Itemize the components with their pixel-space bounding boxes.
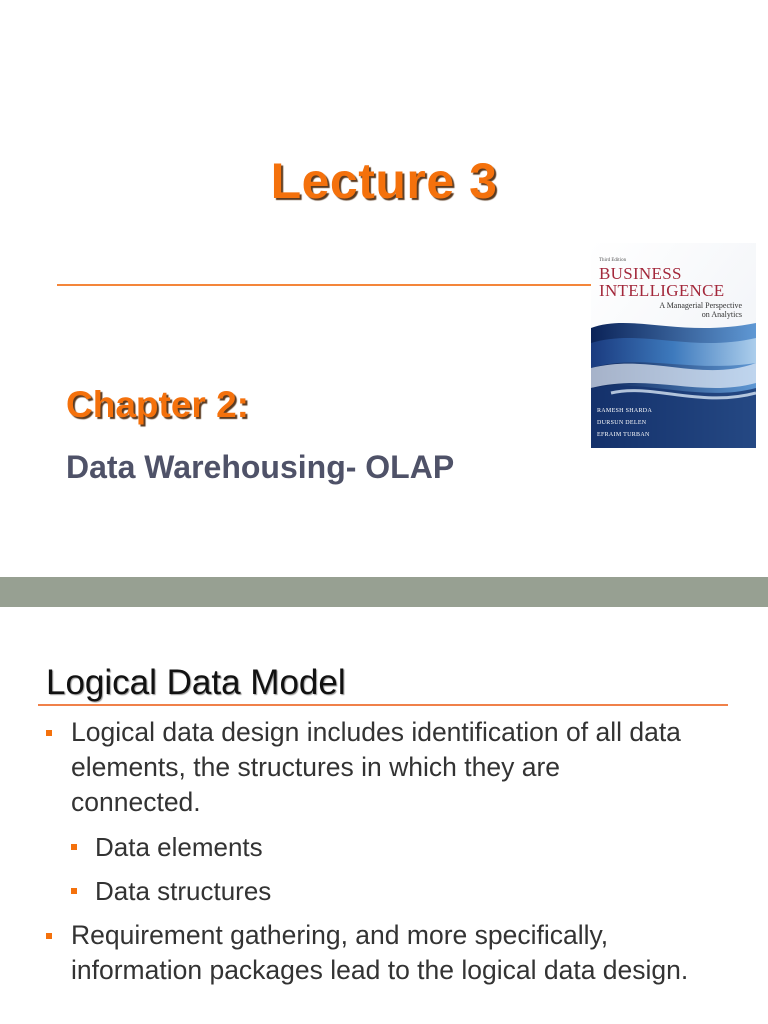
bullet-text: Data elements [95, 832, 263, 862]
bullet-marker [46, 933, 52, 939]
bullet-text: Logical data design includes identification of all data elements, the structures in which they are connected. [71, 717, 681, 817]
slide-divider [0, 577, 768, 607]
book-subtitle-line2: on Analytics [701, 310, 742, 319]
book-subtitle-line1: A Managerial Perspective [659, 301, 742, 310]
lecture-title: Lecture 3 [270, 153, 498, 209]
book-author: EFRAIM TURBAN [597, 432, 650, 438]
sub-bullet-item [71, 831, 263, 863]
book-author: DURSUN DELEN [597, 420, 647, 426]
chapter-subtitle: Data Warehousing- OLAP [66, 449, 455, 485]
book-title-line2: INTELLIGENCE [599, 281, 725, 300]
chapter-heading: Chapter 2: [66, 384, 249, 425]
bullet-item [46, 918, 696, 988]
slide-2 [0, 607, 768, 1024]
book-title-line1: BUSINESS [599, 264, 682, 283]
bullet-marker [71, 888, 77, 894]
book-edition: Third Edition [599, 258, 627, 263]
book-author: RAMESH SHARDA [597, 408, 653, 414]
title-underline [57, 284, 592, 286]
bullet-marker [71, 844, 77, 850]
slide-title: Logical Data Model [46, 663, 346, 702]
book-cover-image [591, 243, 756, 448]
bullet-text: Data structures [95, 876, 272, 906]
bullet-marker [46, 730, 52, 736]
sub-bullet-item [71, 875, 271, 907]
bullet-text: Requirement gathering, and more specifically, information packages lead to the logical data design. [71, 920, 689, 985]
bullet-item [46, 715, 696, 820]
title-underline [38, 704, 728, 706]
